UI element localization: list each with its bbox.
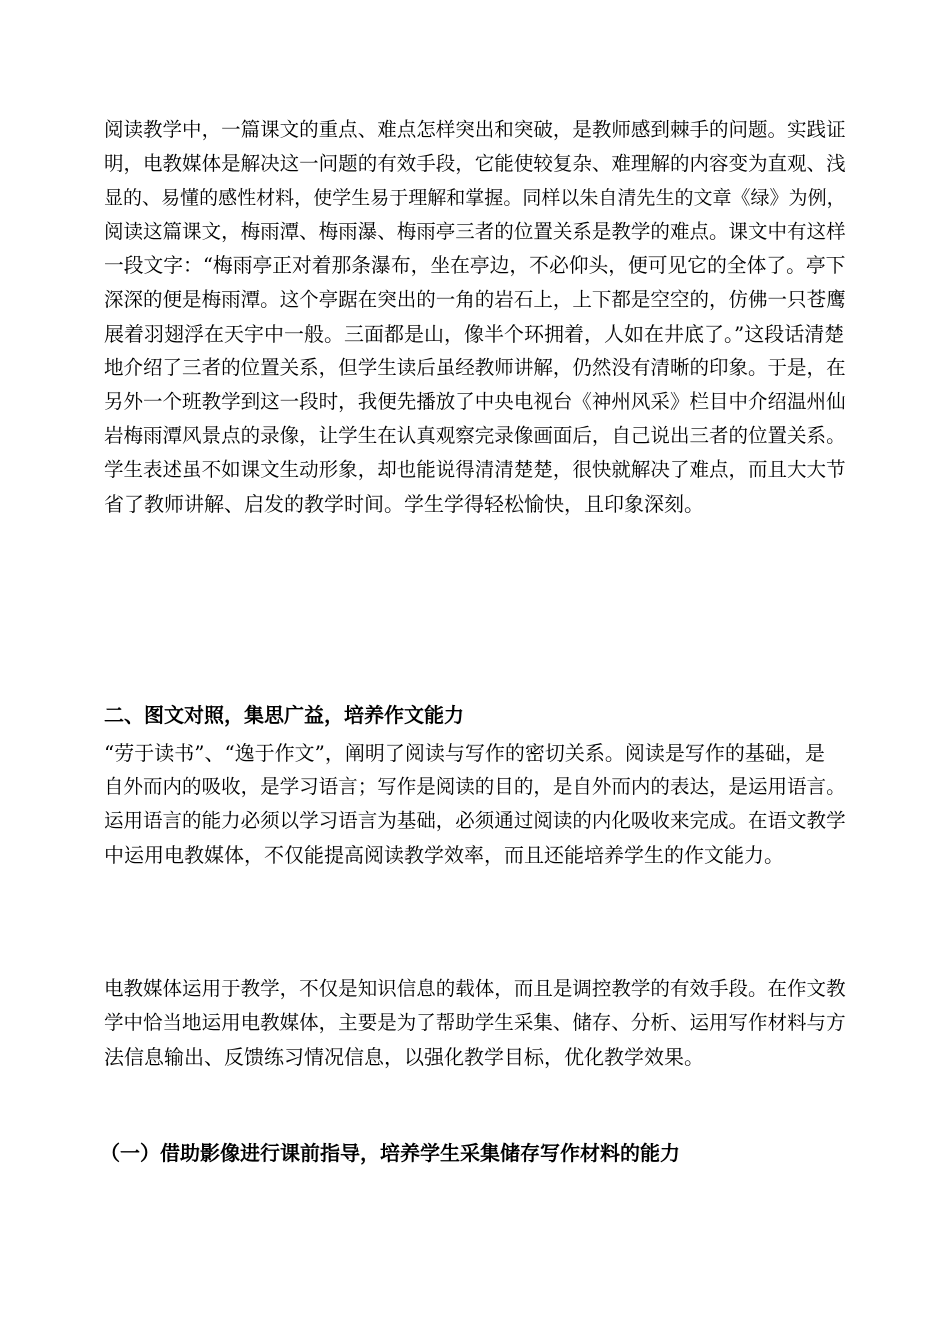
text-line: 阅读教学中，一篇课文的重点、难点怎样突出和突破，是教师感到棘手的问题。实践证 xyxy=(104,118,846,141)
text-line: 阅读这篇课文，梅雨潭、梅雨瀑、梅雨亭三者的位置关系是教学的难点。课文中有这样 xyxy=(104,220,846,243)
text-line: 运用语言的能力必须以学习语言为基础，必须通过阅读的内化吸收来完成。在语文教学 xyxy=(104,809,846,832)
text-line: 学中恰当地运用电教媒体，主要是为了帮助学生采集、储存、分析、运用写作材料与方 xyxy=(104,1011,846,1034)
text-line: 省了教师讲解、启发的教学时间。学生学得轻松愉快，且印象深刻。 xyxy=(104,492,704,516)
text-line: 明，电教媒体是解决这一问题的有效手段，它能使较复杂、难理解的内容变为直观、浅 xyxy=(104,152,846,175)
text-line: 另外一个班教学到这一段时，我便先播放了中央电视台《神州风采》栏目中介绍温州仙 xyxy=(104,390,846,413)
paragraph-media-usage xyxy=(104,972,844,1074)
text-line: 地介绍了三者的位置关系，但学生读后虽经教师讲解，仍然没有清晰的印象。于是，在 xyxy=(104,356,846,379)
text-line: 岩梅雨潭风景点的录像，让学生在认真观察完录像画面后，自己说出三者的位置关系。 xyxy=(104,424,846,447)
paragraph-reading-writing xyxy=(104,736,844,872)
section-heading-2: 二、图文对照，集思广益，培养作文能力 xyxy=(104,703,464,727)
text-line: 一段文字：“梅雨亭正对着那条瀑布，坐在亭边，不必仰头，便可见它的全体了。亭下 xyxy=(104,254,846,277)
text-line: 自外而内的吸收，是学习语言；写作是阅读的目的，是自外而内的表达，是运用语言。 xyxy=(104,775,846,798)
text-line: “劳于读书”、“逸于作文”，阐明了阅读与写作的密切关系。阅读是写作的基础，是 xyxy=(104,741,825,765)
text-line: 深深的便是梅雨潭。这个亭踞在突出的一角的岩石上，上下都是空空的，仿佛一只苍鹰 xyxy=(104,288,846,311)
paragraph-reading-teaching xyxy=(104,113,844,521)
text-line: 电教媒体运用于教学，不仅是知识信息的载体，而且是调控教学的有效手段。在作文教 xyxy=(104,977,846,1000)
text-line: 法信息输出、反馈练习情况信息，以强化教学目标，优化教学效果。 xyxy=(104,1045,704,1069)
text-line: 学生表述虽不如课文生动形象，却也能说得清清楚楚，很快就解决了难点，而且大大节 xyxy=(104,458,846,481)
text-line: 中运用电教媒体，不仅能提高阅读教学效率，而且还能培养学生的作文能力。 xyxy=(104,843,784,867)
text-line: 展着羽翅浮在天宇中一般。三面都是山，像半个环拥着，人如在井底了。”这段话清楚 xyxy=(104,322,845,346)
subsection-heading-1: （一）借助影像进行课前指导，培养学生采集储存写作材料的能力 xyxy=(100,1141,680,1165)
text-line: 显的、易懂的感性材料，使学生易于理解和掌握。同样以朱自清先生的文章《绿》为例， xyxy=(104,187,846,209)
